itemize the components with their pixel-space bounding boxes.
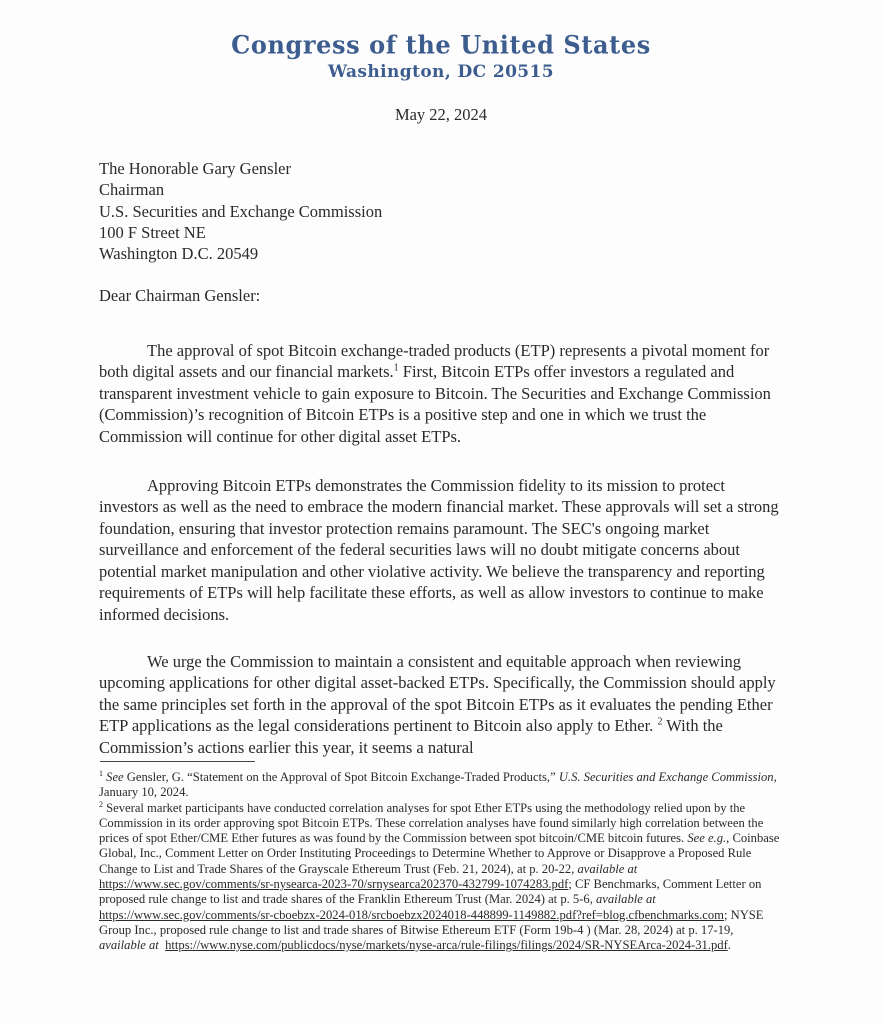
footnote-source: U.S. Securities and Exchange Commission	[558, 770, 774, 784]
footnotes	[99, 770, 783, 954]
footnote-ref-2[interactable]: 2	[657, 716, 663, 728]
footnote-signal: available at	[577, 861, 638, 876]
recipient-address	[99, 158, 382, 264]
footnote-link-sec-grayscale[interactable]: https://www.sec.gov/comments/sr-nysearca-2023-70/srnysearca202370-432799-1074283.pdf	[99, 877, 569, 892]
footnote-text: , January 10, 2024.	[99, 770, 777, 800]
footnote-divider	[100, 761, 255, 762]
footnote-signal: See e.g.,	[687, 831, 730, 846]
paragraph-text: The approval of spot Bitcoin exchange-traded products (ETP) represents a pivotal moment for both digital assets and our financial markets.	[99, 340, 770, 382]
recipient-name: The Honorable Gary Gensler	[99, 159, 291, 178]
footnote-signal: See	[106, 770, 124, 784]
footnote-text: ; CF Benchmarks, Comment Letter on proposed rule change to list and trade shares of the Franklin Ethereum Trust (Mar. 2024) at p. 5-6,	[99, 877, 762, 907]
footnote-signal: available at	[99, 938, 159, 953]
body-paragraph-1	[99, 340, 783, 448]
salutation: Dear Chairman Gensler:	[99, 286, 261, 305]
paragraph-text: With the Commission’s actions earlier this year, it seems a natural	[99, 716, 723, 757]
footnote-link-nyse-bitwise[interactable]: https://www.nyse.com/publicdocs/nyse/markets/nyse-arca/rule-filings/filings/2024/SR-NYSEArca-2024-31.pdf	[165, 938, 728, 953]
recipient-organization: U.S. Securities and Exchange Commission	[99, 201, 383, 221]
body-paragraph-2: Approving Bitcoin ETPs demonstrates the Commission fidelity to its mission to protect investors as well as the need to embrace the modern financial market. These approvals will set a strong foundation, ensuring that investor protection remains paramount. The SEC's ongoing market surveillance and enforcement of the federal securities laws will no doubt mitigate concerns about potential market manipulation and other violative activity. We believe the transparency and reporting requirements of ETPs will help facilitate these efforts, as well as allow investors to continue to make informed decisions.	[99, 475, 779, 625]
footnote-number: 1	[99, 768, 103, 778]
footnote-text: ; NYSE Group Inc., proposed rule change to list and trade shares of Bitwise Ethereum ETF (Form 19b-4 ) (Mar. 28, 2024) at p. 17-19,	[99, 907, 764, 937]
footnote-number: 2	[99, 799, 103, 809]
footnote-signal: available at	[596, 892, 656, 907]
letterhead	[0, 30, 882, 83]
recipient-city: Washington D.C. 20549	[99, 244, 259, 264]
footnote-1	[99, 770, 783, 801]
paragraph-text: We urge the Commission to maintain a consistent and equitable approach when reviewing upcoming applications for other digital asset-backed ETPs. Specifically, the Commission should apply the same principles set forth in the approval of the spot Bitcoin ETPs as it evaluates the pending Ether ETP applications as the legal considerations pertinent to Bitcoin also apply to Ether.	[99, 651, 776, 736]
letterhead-title: Congress of the United States	[231, 29, 651, 60]
paragraph-text: First, Bitcoin ETPs offer investors a regulated and transparent investment vehicle to gain exposure to Bitcoin. The Securities and Exchange Commission (Commission)’s recognition of Bitcoin ETPs is a positive step and one in which we trust the Commission will continue for other digital asset ETPs.	[99, 362, 771, 446]
footnote-text: Coinbase Global, Inc., Comment Letter on Order Instituting Proceedings to Determine Whether to Approve or Disapprove a Proposed Rule Change to List and Trade Shares of the Grayscale Ethereum Trust (Feb. 21, 2024), at p. 20-22,	[99, 831, 780, 876]
footnote-link-sec-franklin[interactable]: https://www.sec.gov/comments/sr-cboebzx-2024-018/srcboebzx2024018-448899-1149882.pdf?ref=blog.cfbenchmarks.com	[99, 907, 724, 922]
footnote-text: .	[727, 938, 731, 953]
footnote-text: Gensler, G. “Statement on the Approval of Spot Bitcoin Exchange-Traded Products,”	[123, 770, 559, 784]
letter-date: May 22, 2024	[394, 105, 488, 124]
footnote-2	[99, 801, 783, 954]
footnote-text: Several market participants have conducted correlation analyses for spot Ether ETPs using the methodology relied upon by the Commission in its order approving spot Bitcoin ETPs. These correlation analyses have found similarly high correlation between the prices of spot Ether/CME Ether futures as was found by the Commission between spot bitcoin/CME bitcoin futures.	[99, 800, 764, 846]
body-paragraph-3	[99, 651, 783, 759]
letterhead-address: Washington, DC 20515	[328, 62, 554, 82]
recipient-title: Chairman	[99, 180, 165, 200]
recipient-street: 100 F Street NE	[99, 222, 206, 242]
footnote-ref-1[interactable]: 1	[393, 362, 399, 374]
